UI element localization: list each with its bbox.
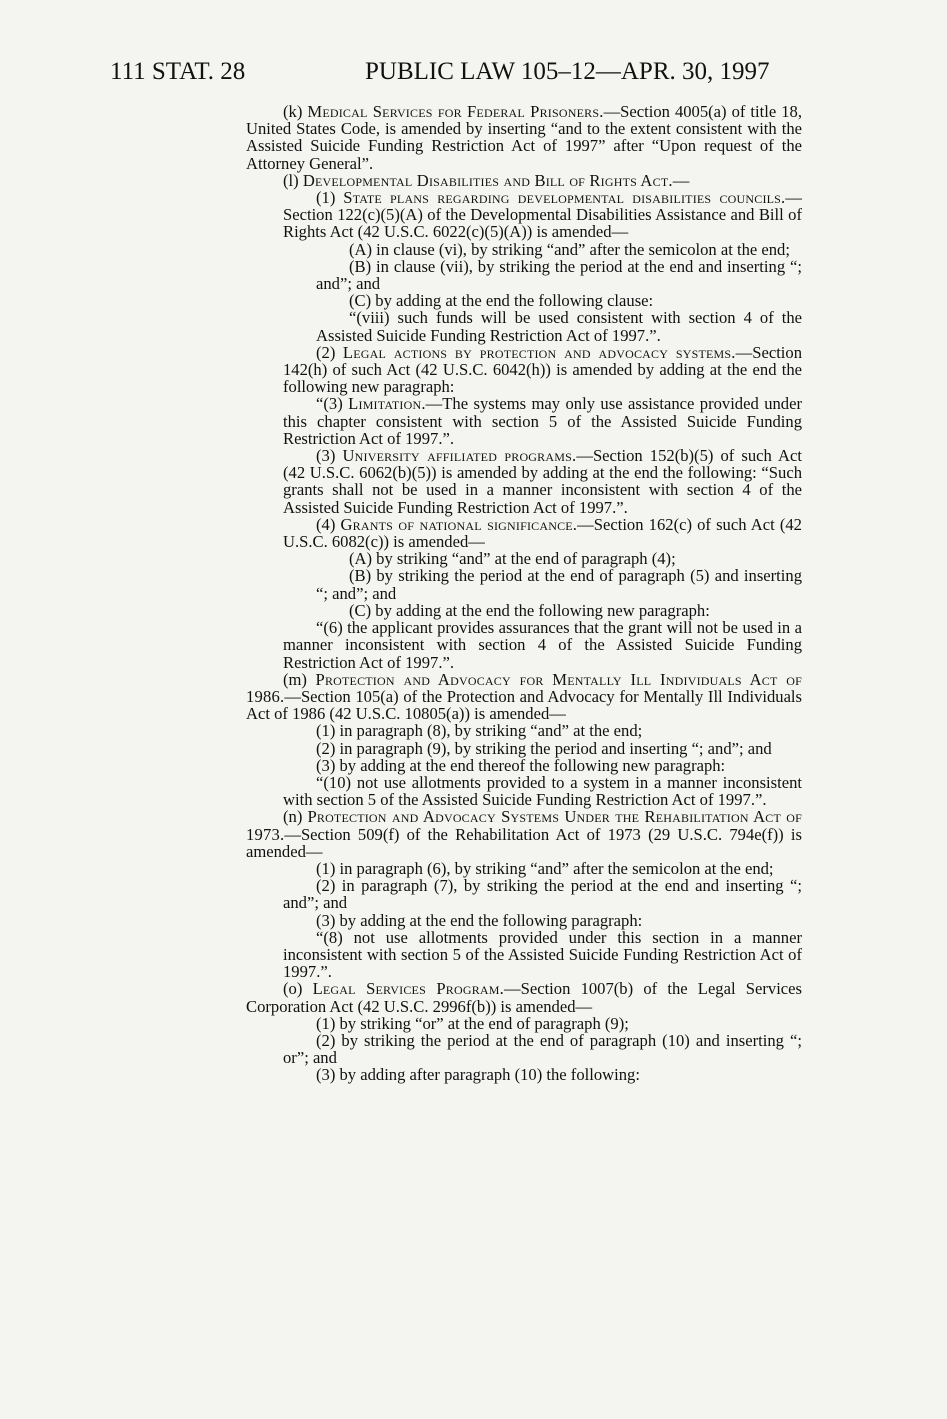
- section-m: [246, 671, 802, 723]
- section-l-p3-prefix: (3): [316, 446, 343, 466]
- section-l-p2-text: —Section 142(h) of such Act (42 U.S.C. 6042(h)) is amended by adding at the end the following new paragraph:: [283, 342, 803, 397]
- section-l-paragraph-3: [246, 447, 802, 516]
- section-l-p4-clause-b: (B) by striking the period at the end of paragraph (5) and inserting “; and”; and: [316, 566, 802, 603]
- section-n-paragraph-3: (3) by adding at the end the following paragraph:: [316, 910, 643, 930]
- section-l-p4-clause-c: (C) by adding at the end the following new paragraph:: [349, 600, 710, 620]
- section-n-paragraph-1: (1) in paragraph (6), by striking “and” after the semicolon at the end;: [316, 858, 774, 878]
- section-l-prefix: (l): [283, 170, 303, 190]
- section-o-paragraph-3: (3) by adding after paragraph (10) the following:: [316, 1065, 640, 1085]
- law-title: PUBLIC LAW 105–12—APR. 30, 1997: [365, 58, 770, 85]
- section-n-text: —Section 509(f) of the Rehabilitation Act of 1973 (29 U.S.C. 794e(f)) is amended—: [246, 824, 802, 861]
- section-l-p4-clause-a: (A) by striking “and” at the end of paragraph (4);: [349, 549, 676, 569]
- section-o-paragraph-1: (1) by striking “or” at the end of paragraph (9);: [316, 1013, 629, 1033]
- section-m-prefix: (m): [283, 669, 316, 689]
- section-m-paragraph-2: (2) in paragraph (9), by striking the period and inserting “; and”; and: [316, 738, 772, 758]
- section-l-p4-prefix: (4): [316, 514, 341, 534]
- section-l-p1-clause-a: (A) in clause (vi), by striking “and” after the semicolon at the end;: [349, 239, 790, 259]
- section-l-p2-heading: Legal actions by protection and advocacy systems.: [342, 342, 736, 362]
- section-n-heading: Protection and Advocacy Systems Under the Rehabilitation Act of 1973.: [246, 807, 803, 844]
- section-n-prefix: (n): [283, 807, 308, 827]
- section-o: [246, 980, 802, 1014]
- document-body: [246, 103, 802, 1084]
- section-o-paragraph-2: (2) by striking the period at the end of paragraph (10) and inserting “; or”; and: [283, 1030, 802, 1068]
- section-l-p4-text: —Section 162(c) of such Act (42 U.S.C. 6082(c)) is amended—: [283, 514, 802, 552]
- section-l-p2-quote-text: —The systems may only use assistance provided under this chapter consistent with section 5 of the Assisted Suicide Funding Restriction Act of 1997.”.: [283, 394, 802, 448]
- section-m-text: —Section 105(a) of the Protection and Advocacy for Mentally Ill Individuals Act of 1986 (42 U.S.C. 10805(a)) is amended—: [246, 686, 802, 724]
- section-l-p1-heading: State plans regarding developmental disabilities councils.: [343, 188, 786, 208]
- section-l-p2-prefix: (2): [316, 342, 343, 362]
- section-m-paragraph-1: (1) in paragraph (8), by striking “and” at the end;: [316, 721, 643, 741]
- section-m-heading: Protection and Advocacy for Mentally Ill Individuals Act of 1986.: [246, 669, 803, 706]
- section-l-p3-text: —Section 152(b)(5) of such Act (42 U.S.C. 6062(b)(5)) is amended by adding at the end the following: “Such grants shall not be used in a manner inconsistent with section 4 of the Assisted Suicide Funding Restriction Act of 1997.”.: [283, 446, 802, 517]
- section-k-prefix: (k): [283, 102, 308, 121]
- section-l-p3-heading: University affiliated programs.: [342, 446, 577, 466]
- section-n-quote: “(8) not use allotments provided under this section in a manner inconsistent with section 5 of the Assisted Suicide Funding Restriction Act of 1997.”.: [283, 927, 802, 982]
- section-m-paragraph-3: (3) by adding at the end thereof the following new paragraph:: [316, 755, 726, 775]
- section-k-text: —Section 4005(a) of title 18, United States Code, is amended by inserting “and to the extent consistent with the Assisted Suicide Funding Restriction Act of 1997” after “Upon request of the Attorney General”.: [246, 102, 803, 173]
- section-l-paragraph-4: [246, 516, 802, 550]
- section-l-p2-quote-prefix: “(3): [316, 394, 349, 414]
- section-l-paragraph-2: [246, 344, 802, 396]
- section-l-paragraph-1: [246, 189, 802, 241]
- stat-reference: 111 STAT. 28: [110, 58, 246, 85]
- section-n-paragraph-2: (2) in paragraph (7), by striking the period at the end and inserting “; and”; and: [283, 876, 802, 913]
- section-l-p1-clause-b: (B) in clause (vii), by striking the period at the end and inserting “; and”; and: [316, 256, 802, 294]
- section-n: [246, 808, 802, 860]
- section-l-p1-quote: “(viii) such funds will be used consistent with section 4 of the Assisted Suicide Funding Restriction Act of 1997.”.: [316, 308, 802, 345]
- section-l-p2-quote: [246, 395, 802, 447]
- section-l-p1-clause-c: (C) by adding at the end the following clause:: [349, 291, 654, 311]
- section-l-p1-prefix: (1): [316, 188, 344, 208]
- section-k: [246, 103, 802, 172]
- section-o-prefix: (o): [283, 979, 313, 999]
- section-o-heading: Legal Services Program.: [312, 979, 505, 999]
- section-k-heading: Medical Services for Federal Prisoners.: [307, 102, 604, 121]
- section-o-text: —Section 1007(b) of the Legal Services Corporation Act (42 U.S.C. 2996f(b)) is amended—: [246, 979, 802, 1016]
- section-l-p2-quote-heading: Limitation.: [348, 394, 426, 414]
- page-header: [0, 52, 947, 92]
- section-l-heading: Developmental Disabilities and Bill of Rights Act.: [302, 170, 673, 190]
- section-l-text: —: [672, 170, 690, 190]
- section-l-p4-heading: Grants of national significance.: [340, 514, 578, 534]
- section-l-p4-quote: “(6) the applicant provides assurances that the grant will not be used in a manner inconsistent with section 4 of the Assisted Suicide Funding Restriction Act of 1997.”.: [283, 618, 802, 672]
- section-m-quote: “(10) not use allotments provided to a system in a manner inconsistent with section 5 of the Assisted Suicide Funding Restriction Act of 1997.”.: [283, 772, 802, 810]
- section-l: [246, 172, 802, 189]
- section-l-p1-text: —Section 122(c)(5)(A) of the Developmental Disabilities Assistance and Bill of Rights Act (42 U.S.C. 6022(c)(5)(A)) is amended—: [283, 188, 802, 242]
